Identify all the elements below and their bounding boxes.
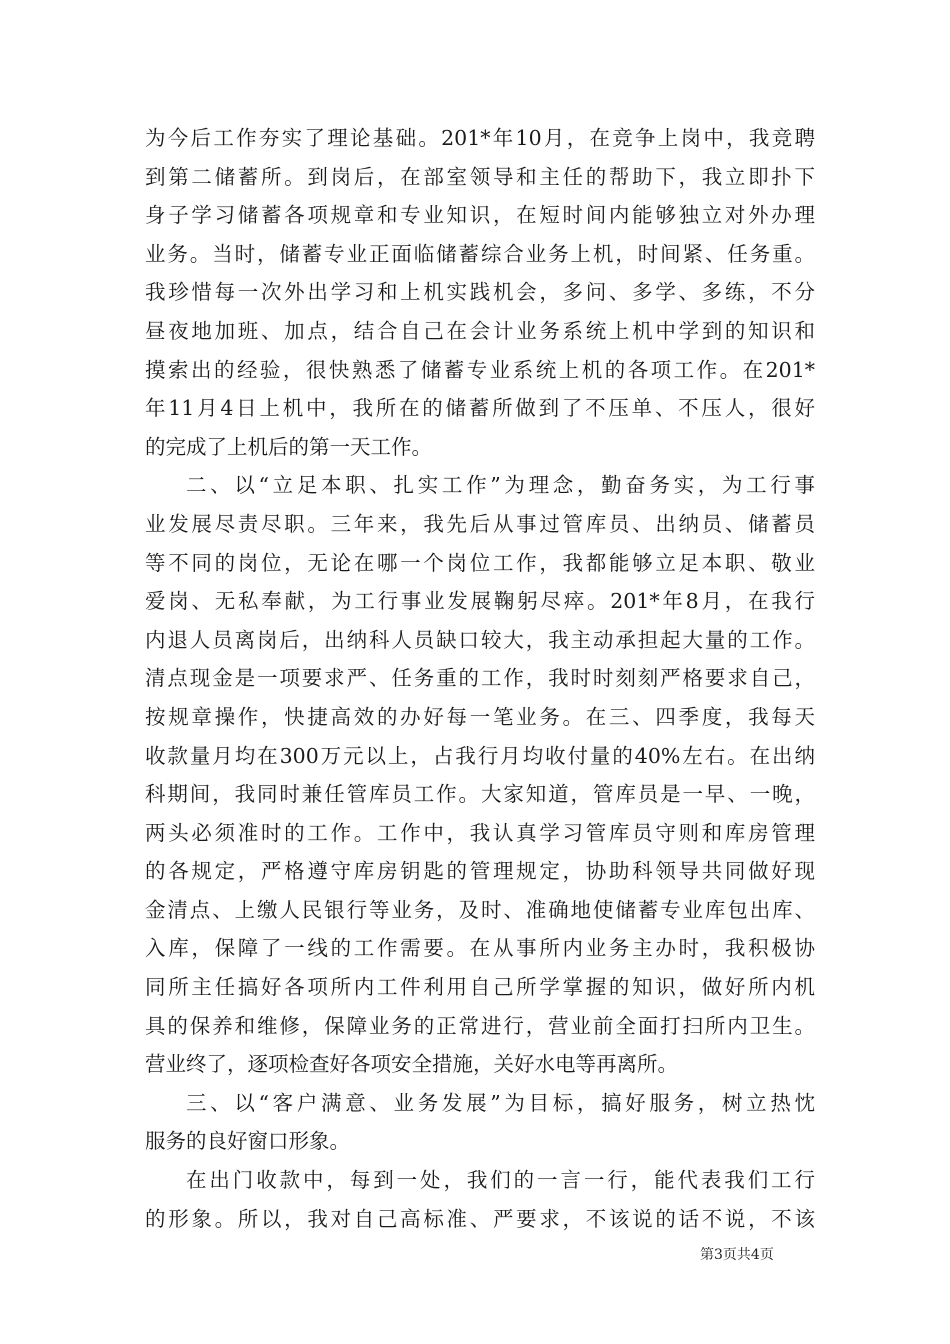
text-line: 我珍惜每一次外出学习和上机实践机会，多问、多学、多练，不分: [145, 280, 815, 305]
text-line: 的完成了上机后的第一天工作。: [145, 434, 432, 459]
text-line: 业发展尽责尽职。三年来，我先后从事过管库员、出纳员、储蓄员: [145, 511, 815, 536]
text-line: 的各规定，严格遵守库房钥匙的管理规定，协助科领导共同做好现: [145, 859, 815, 884]
text-line: 服务的良好窗口形象。: [145, 1129, 350, 1154]
text-line: 金清点、上缴人民银行等业务，及时、准确地使储蓄专业库包出库、: [145, 897, 815, 922]
text-line: 的形象。所以，我对自己高标准、严要求，不该说的话不说，不该: [145, 1206, 815, 1231]
page-number: 第3页共4页: [700, 1247, 774, 1263]
text-line: 按规章操作，快捷高效的办好每一笔业务。在三、四季度，我每天: [145, 704, 815, 729]
text-line: 收款量月均在300万元以上，占我行月均收付量的40%左右。在出纳: [145, 743, 815, 768]
text-line: 营业终了，逐项检查好各项安全措施，关好水电等再离所。: [145, 1052, 678, 1077]
text-line: 摸索出的经验，很快熟悉了储蓄专业系统上机的各项工作。在201*: [145, 357, 815, 382]
text-line: 清点现金是一项要求严、任务重的工作，我时时刻刻严格要求自己，: [145, 666, 815, 691]
text-line: 年11月4日上机中，我所在的储蓄所做到了不压单、不压人，很好: [145, 396, 815, 421]
section-heading-line: 二、以“立足本职、扎实工作”为理念，勤奋务实，为工行事: [186, 473, 815, 498]
body-text: [145, 119, 815, 1238]
text-line: 等不同的岗位，无论在哪一个岗位工作，我都能够立足本职、敬业: [145, 550, 815, 575]
text-line: 具的保养和维修，保障业务的正常进行，营业前全面打扫所内卫生。: [145, 1013, 815, 1038]
text-line: 两头必须准时的工作。工作中，我认真学习管库员守则和库房管理: [145, 820, 815, 845]
text-line: 同所主任搞好各项所内工件利用自己所学掌握的知识，做好所内机: [145, 975, 815, 1000]
text-line: 身子学习储蓄各项规章和专业知识，在短时间内能够独立对外办理: [145, 203, 815, 228]
text-line: 到第二储蓄所。到岗后，在部室领导和主任的帮助下，我立即扑下: [145, 164, 815, 189]
text-line: 爱岗、无私奉献，为工行事业发展鞠躬尽瘁。201*年8月，在我行: [145, 589, 815, 614]
section-heading-line: 三、以“客户满意、业务发展”为目标，搞好服务，树立热忱: [186, 1090, 815, 1115]
text-line: 昼夜地加班、加点，结合自己在会计业务系统上机中学到的知识和: [145, 318, 815, 343]
text-line: 入库，保障了一线的工作需要。在从事所内业务主办时，我积极协: [145, 936, 815, 961]
text-line: 为今后工作夯实了理论基础。201*年10月，在竞争上岗中，我竞聘: [145, 126, 815, 150]
text-line: 科期间，我同时兼任管库员工作。大家知道，管库员是一早、一晚，: [145, 782, 815, 807]
text-line: 业务。当时，储蓄专业正面临储蓄综合业务上机，时间紧、任务重。: [145, 241, 815, 266]
paragraph-start-line: 在出门收款中，每到一处，我们的一言一行，能代表我们工行: [186, 1168, 815, 1193]
text-line: 内退人员离岗后，出纳科人员缺口较大，我主动承担起大量的工作。: [145, 627, 815, 652]
